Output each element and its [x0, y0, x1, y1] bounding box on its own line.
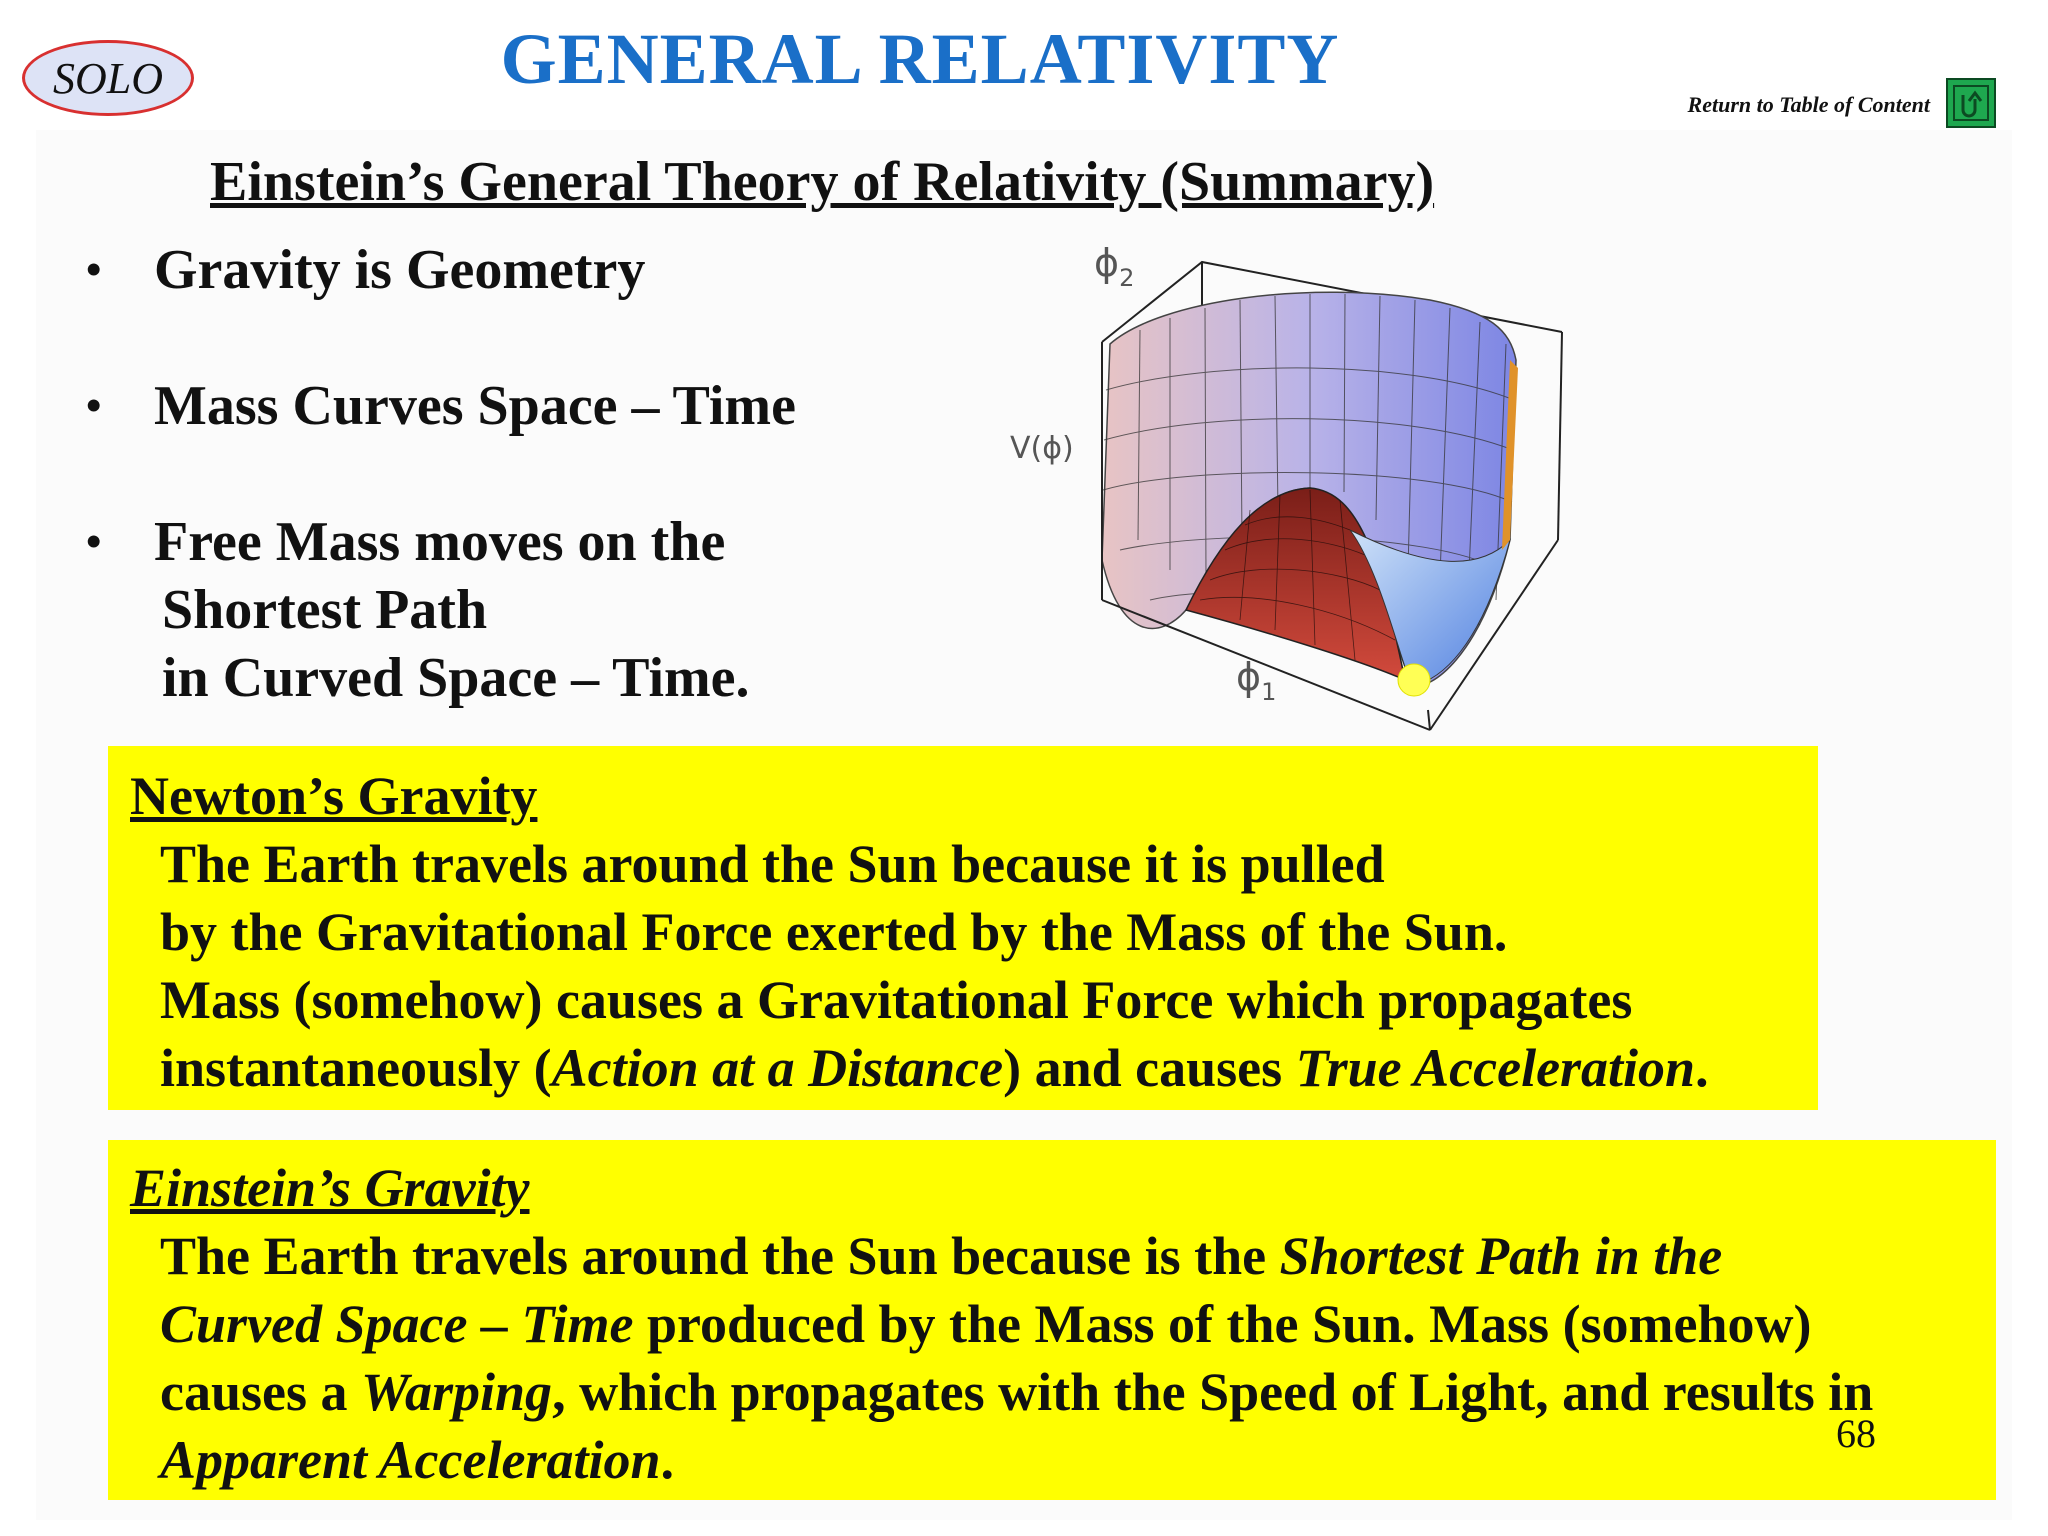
return-button[interactable]	[1946, 78, 1996, 128]
bullet-text: Shortest Path	[162, 579, 488, 641]
page-number: 68	[1836, 1411, 1876, 1456]
mexican-hat-plot	[1010, 240, 1610, 740]
einstein-line-2: Curved Space – Time produced by the Mass of the Sun. Mass (somehow)	[160, 1294, 1812, 1354]
bullet-text: Gravity is Geometry	[154, 239, 646, 301]
einstein-line-3: causes a Warping, which propagates with the Speed of Light, and results in	[160, 1362, 1874, 1422]
slide-subtitle: Einstein’s General Theory of Relativity (Summary)	[210, 151, 1435, 213]
bullet-text: Mass Curves Space – Time	[154, 375, 796, 437]
bullet-dot: •	[86, 245, 102, 294]
einstein-gravity-box	[108, 1140, 1996, 1500]
einstein-heading: Einstein’s Gravity	[130, 1158, 530, 1218]
solo-logo	[22, 40, 194, 116]
newton-line-4: instantaneously (Action at a Distance) and causes True Acceleration.	[160, 1038, 1709, 1098]
equilibrium-ball	[1398, 664, 1430, 696]
bullet-text: in Curved Space – Time.	[162, 647, 750, 709]
bullet-dot: •	[86, 381, 102, 430]
bullet-dot: •	[86, 517, 102, 566]
axis-label-phi2: $\phi_2$	[1094, 241, 1135, 292]
bullet-text: Free Mass moves on the	[154, 511, 726, 573]
solo-logo-text: SOLO	[52, 53, 164, 103]
newton-line-1: The Earth travels around the Sun because it is pulled	[160, 834, 1385, 894]
axis-label-phi1: $\phi_1$	[1236, 655, 1277, 706]
return-to-toc-link[interactable]: Return to Table of Content	[1687, 92, 1930, 117]
newton-heading: Newton’s Gravity	[130, 766, 538, 826]
einstein-line-1: The Earth travels around the Sun because is the Shortest Path in the	[160, 1226, 1723, 1286]
newton-gravity-box	[108, 746, 1818, 1110]
axis-label-v: V(ϕ)	[1010, 431, 1074, 466]
potential-surface-figure	[1010, 240, 1610, 740]
newton-line-3: Mass (somehow) causes a Gravitational Force which propagates	[160, 970, 1633, 1030]
page-title: GENERAL RELATIVITY	[500, 19, 1340, 99]
newton-line-2: by the Gravitational Force exerted by the Mass of the Sun.	[160, 902, 1508, 962]
return-arrow-icon	[1951, 83, 1991, 123]
einstein-line-4: Apparent Acceleration.	[160, 1430, 674, 1490]
